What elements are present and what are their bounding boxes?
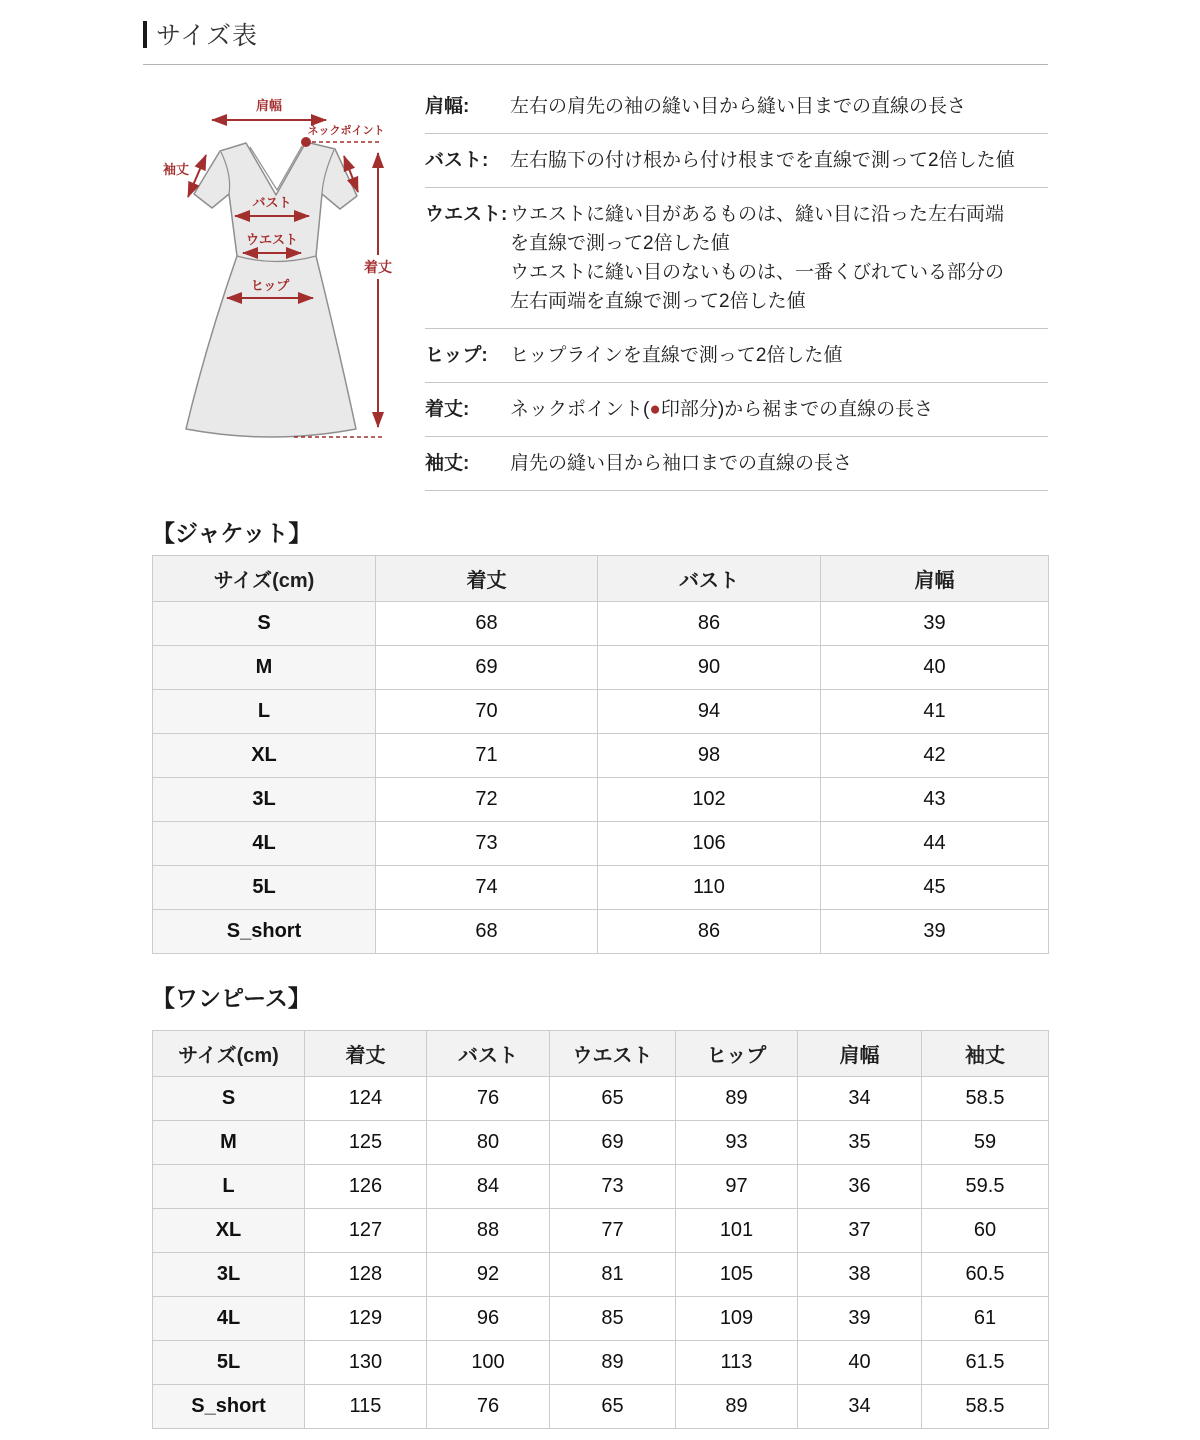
column-header: 肩幅 — [798, 1031, 922, 1077]
value-cell: 126 — [305, 1165, 427, 1209]
value-cell: 89 — [676, 1077, 798, 1121]
size-cell: XL — [153, 734, 376, 778]
value-cell: 109 — [676, 1297, 798, 1341]
value-cell: 128 — [305, 1253, 427, 1297]
definition-text: ウエストに縫い目があるものは、縫い目に沿った左右両端 を直線で測って2倍した値 ウエストに縫い目のないものは、一番くびれている部分の 左右両端を直線で測って2倍した値 — [510, 204, 1005, 312]
neck-point-dot-glyph: ● — [649, 399, 661, 420]
value-cell: 38 — [798, 1253, 922, 1297]
definition-term: 着丈: — [425, 399, 470, 420]
definition-row — [425, 188, 1048, 329]
table-row — [153, 602, 1049, 646]
column-header: ウエスト — [550, 1031, 676, 1077]
value-cell: 74 — [376, 866, 598, 910]
definition-term: バスト: — [425, 150, 489, 171]
definition-text: ネックポイント(●印部分)から裾までの直線の長さ — [510, 399, 934, 420]
definition-text: ヒップラインを直線で測って2倍した値 — [510, 345, 843, 366]
size-cell: 3L — [153, 1253, 305, 1297]
table-row — [153, 910, 1049, 954]
column-header: 袖丈 — [922, 1031, 1049, 1077]
value-cell: 86 — [598, 602, 821, 646]
size-cell: S_short — [153, 1385, 305, 1429]
value-cell: 129 — [305, 1297, 427, 1341]
table-row — [153, 646, 1049, 690]
title-accent-bar — [143, 21, 147, 48]
table-row — [153, 1209, 1049, 1253]
table-header-row — [153, 556, 1049, 602]
definition-term: ウエスト: — [425, 204, 508, 225]
size-cell: S — [153, 1077, 305, 1121]
value-cell: 124 — [305, 1077, 427, 1121]
size-cell: 4L — [153, 1297, 305, 1341]
value-cell: 68 — [376, 910, 598, 954]
value-cell: 106 — [598, 822, 821, 866]
value-cell: 65 — [550, 1385, 676, 1429]
table-row — [153, 734, 1049, 778]
value-cell: 130 — [305, 1341, 427, 1385]
size-cell: 5L — [153, 1341, 305, 1385]
definition-text: 肩先の縫い目から袖口までの直線の長さ — [510, 453, 853, 474]
value-cell: 110 — [598, 866, 821, 910]
table-row — [153, 1165, 1049, 1209]
value-cell: 41 — [821, 690, 1049, 734]
size-cell: 5L — [153, 866, 376, 910]
column-header: 着丈 — [376, 556, 598, 602]
value-cell: 98 — [598, 734, 821, 778]
value-cell: 127 — [305, 1209, 427, 1253]
size-cell: M — [153, 646, 376, 690]
value-cell: 42 — [821, 734, 1049, 778]
value-cell: 40 — [798, 1341, 922, 1385]
definition-term: ヒップ: — [425, 345, 488, 366]
value-cell: 90 — [598, 646, 821, 690]
size-cell: L — [153, 690, 376, 734]
table-row — [153, 822, 1049, 866]
value-cell: 76 — [427, 1385, 550, 1429]
column-header: サイズ(cm) — [153, 556, 376, 602]
waist-label: ウエスト — [245, 232, 299, 247]
value-cell: 101 — [676, 1209, 798, 1253]
value-cell: 89 — [676, 1385, 798, 1429]
value-cell: 92 — [427, 1253, 550, 1297]
table-row — [153, 866, 1049, 910]
size-cell: 3L — [153, 778, 376, 822]
section-title-onepiece: 【ワンピース】 — [152, 985, 311, 1011]
value-cell: 60.5 — [922, 1253, 1049, 1297]
value-cell: 105 — [676, 1253, 798, 1297]
value-cell: 44 — [821, 822, 1049, 866]
value-cell: 39 — [821, 910, 1049, 954]
value-cell: 39 — [798, 1297, 922, 1341]
value-cell: 84 — [427, 1165, 550, 1209]
jacket-size-table — [152, 555, 1049, 954]
column-header: 肩幅 — [821, 556, 1049, 602]
neck-point-dot — [301, 137, 311, 147]
value-cell: 86 — [598, 910, 821, 954]
value-cell: 59.5 — [922, 1165, 1049, 1209]
onepiece-size-table — [152, 1030, 1049, 1429]
column-header: 着丈 — [305, 1031, 427, 1077]
value-cell: 59 — [922, 1121, 1049, 1165]
value-cell: 58.5 — [922, 1385, 1049, 1429]
length-label: 着丈 — [364, 259, 392, 275]
value-cell: 69 — [550, 1121, 676, 1165]
value-cell: 77 — [550, 1209, 676, 1253]
definition-term: 肩幅: — [425, 96, 470, 117]
value-cell: 39 — [821, 602, 1049, 646]
value-cell: 93 — [676, 1121, 798, 1165]
value-cell: 102 — [598, 778, 821, 822]
value-cell: 68 — [376, 602, 598, 646]
table-row — [153, 1297, 1049, 1341]
column-header: ヒップ — [676, 1031, 798, 1077]
value-cell: 73 — [376, 822, 598, 866]
dress-diagram — [158, 95, 410, 467]
definition-text: 左右脇下の付け根から付け根までを直線で測って2倍した値 — [510, 150, 1015, 171]
definition-row — [425, 383, 1048, 437]
hip-label: ヒップ — [250, 278, 290, 293]
value-cell: 61.5 — [922, 1341, 1049, 1385]
value-cell: 61 — [922, 1297, 1049, 1341]
value-cell: 80 — [427, 1121, 550, 1165]
value-cell: 58.5 — [922, 1077, 1049, 1121]
value-cell: 70 — [376, 690, 598, 734]
table-row — [153, 690, 1049, 734]
page-title: サイズ表 — [156, 22, 259, 50]
value-cell: 45 — [821, 866, 1049, 910]
definition-row — [425, 134, 1048, 188]
value-cell: 81 — [550, 1253, 676, 1297]
column-header: バスト — [427, 1031, 550, 1077]
definition-list — [425, 80, 1048, 491]
value-cell: 60 — [922, 1209, 1049, 1253]
section-title-jacket: 【ジャケット】 — [152, 520, 312, 546]
sleeve-length-label: 袖丈 — [162, 162, 190, 177]
table-row — [153, 1077, 1049, 1121]
definition-row — [425, 329, 1048, 383]
value-cell: 69 — [376, 646, 598, 690]
size-cell: S_short — [153, 910, 376, 954]
value-cell: 35 — [798, 1121, 922, 1165]
bust-label: バスト — [252, 195, 292, 210]
table-row — [153, 778, 1049, 822]
column-header: バスト — [598, 556, 821, 602]
size-cell: 4L — [153, 822, 376, 866]
value-cell: 125 — [305, 1121, 427, 1165]
size-cell: XL — [153, 1209, 305, 1253]
value-cell: 89 — [550, 1341, 676, 1385]
value-cell: 34 — [798, 1077, 922, 1121]
table-row — [153, 1121, 1049, 1165]
value-cell: 43 — [821, 778, 1049, 822]
value-cell: 36 — [798, 1165, 922, 1209]
value-cell: 71 — [376, 734, 598, 778]
value-cell: 37 — [798, 1209, 922, 1253]
definition-row — [425, 437, 1048, 491]
value-cell: 65 — [550, 1077, 676, 1121]
table-row — [153, 1341, 1049, 1385]
column-header: サイズ(cm) — [153, 1031, 305, 1077]
shoulder-width-label: 肩幅 — [255, 98, 283, 113]
size-cell: L — [153, 1165, 305, 1209]
value-cell: 73 — [550, 1165, 676, 1209]
definition-term: 袖丈: — [425, 453, 470, 474]
value-cell: 96 — [427, 1297, 550, 1341]
value-cell: 76 — [427, 1077, 550, 1121]
table-row — [153, 1385, 1049, 1429]
value-cell: 113 — [676, 1341, 798, 1385]
value-cell: 115 — [305, 1385, 427, 1429]
size-cell: M — [153, 1121, 305, 1165]
neck-point-label: ネックポイント — [307, 125, 385, 137]
value-cell: 85 — [550, 1297, 676, 1341]
table-row — [153, 1253, 1049, 1297]
size-cell: S — [153, 602, 376, 646]
value-cell: 72 — [376, 778, 598, 822]
page-header — [143, 12, 1048, 65]
value-cell: 97 — [676, 1165, 798, 1209]
table-header-row — [153, 1031, 1049, 1077]
value-cell: 34 — [798, 1385, 922, 1429]
value-cell: 94 — [598, 690, 821, 734]
definition-text: 左右の肩先の袖の縫い目から縫い目までの直線の長さ — [510, 96, 967, 117]
value-cell: 40 — [821, 646, 1049, 690]
value-cell: 88 — [427, 1209, 550, 1253]
value-cell: 100 — [427, 1341, 550, 1385]
definition-row — [425, 80, 1048, 134]
